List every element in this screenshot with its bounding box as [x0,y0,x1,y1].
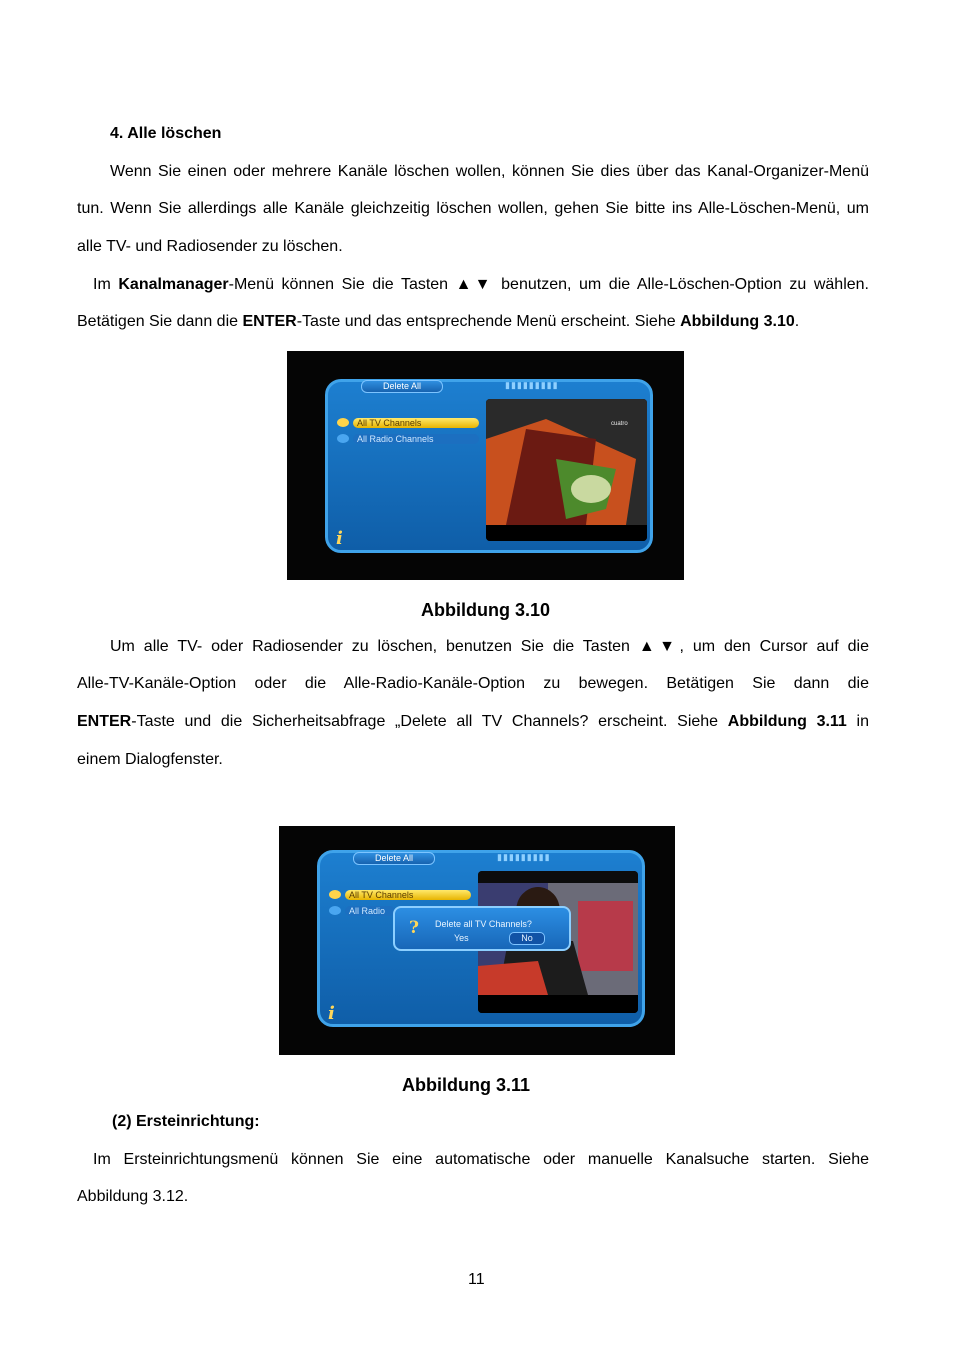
signal-ticks: ▮▮▮▮▮▮▮▮▮ [497,852,551,862]
para1-line3: alle TV- und Radiosender zu löschen. [77,238,343,255]
para3-line2: Alle-TV-Kanäle-Option oder die Alle-Radio-Kanäle-Option zu bewegen. Betätigen Sie dann die [77,675,869,692]
menu-item-all-tv[interactable]: All TV Channels [345,890,471,900]
para1-line2: tun. Wenn Sie allerdings alle Kanäle gleichzeitig löschen wollen, gehen Sie bitte ins Alle-Löschen-Menü, um [77,200,869,217]
menu-item-all-tv[interactable]: All TV Channels [353,418,479,428]
subheading: (2) Ersteinrichtung: [112,1113,260,1130]
signal-ticks: ▮▮▮▮▮▮▮▮▮ [505,380,559,390]
channel-logo: cuatro [611,421,628,427]
figure-3-11-caption: Abbildung 3.11 [402,1075,531,1095]
bullet-icon [337,434,349,443]
para4-line2: Abbildung 3.12. [77,1188,189,1205]
para2-line2: Betätigen Sie dann die ENTER-Taste und das entsprechende Menü erscheint. Siehe Abbildung 3.10. [77,313,800,330]
figure-3-11-screenshot [279,826,675,1055]
para1-line1: Wenn Sie einen oder mehrere Kanäle löschen wollen, können Sie dies über das Kanal-Organizer-Menü [110,163,869,180]
para4-line1: Im Ersteinrichtungsmenü können Sie eine automatische oder manuelle Kanalsuche starten. Siehe [93,1151,869,1168]
section-heading: 4. Alle löschen [110,125,222,142]
figure-3-10-caption: Abbildung 3.10 [421,600,551,620]
yes-button[interactable]: Yes [454,933,469,943]
menu-title: Delete All [353,852,435,865]
video-preview [486,399,647,541]
info-icon: i [328,1003,335,1024]
menu-item-all-radio[interactable]: All Radio Channels [353,434,479,444]
confirm-dialog [393,906,571,951]
para3-line3: ENTER-Taste und die Sicherheitsabfrage „Delete all TV Channels? erscheint. Siehe Abbildung 3.11 in [77,713,869,730]
bullet-icon [329,906,341,915]
para2-line1: Im Kanalmanager-Menü können Sie die Tasten ▲▼ benutzen, um die Alle-Löschen-Option zu wählen. [93,276,869,293]
info-icon: i [336,528,343,549]
bullet-icon [329,890,341,899]
no-button[interactable]: No [509,932,545,945]
question-icon: ? [409,918,419,938]
dialog-question: Delete all TV Channels? [435,919,532,929]
menu-item-all-radio[interactable]: All Radio [345,906,395,916]
page-number: 11 [468,1271,485,1288]
bullet-icon [337,418,349,427]
tv-picture [486,399,647,541]
para3-line4: einem Dialogfenster. [77,751,223,768]
para3-line1: Um alle TV- oder Radiosender zu löschen, benutzen Sie die Tasten ▲▼, um den Cursor auf die [110,638,869,655]
menu-title: Delete All [361,380,443,393]
figure-3-10-screenshot [287,351,684,580]
